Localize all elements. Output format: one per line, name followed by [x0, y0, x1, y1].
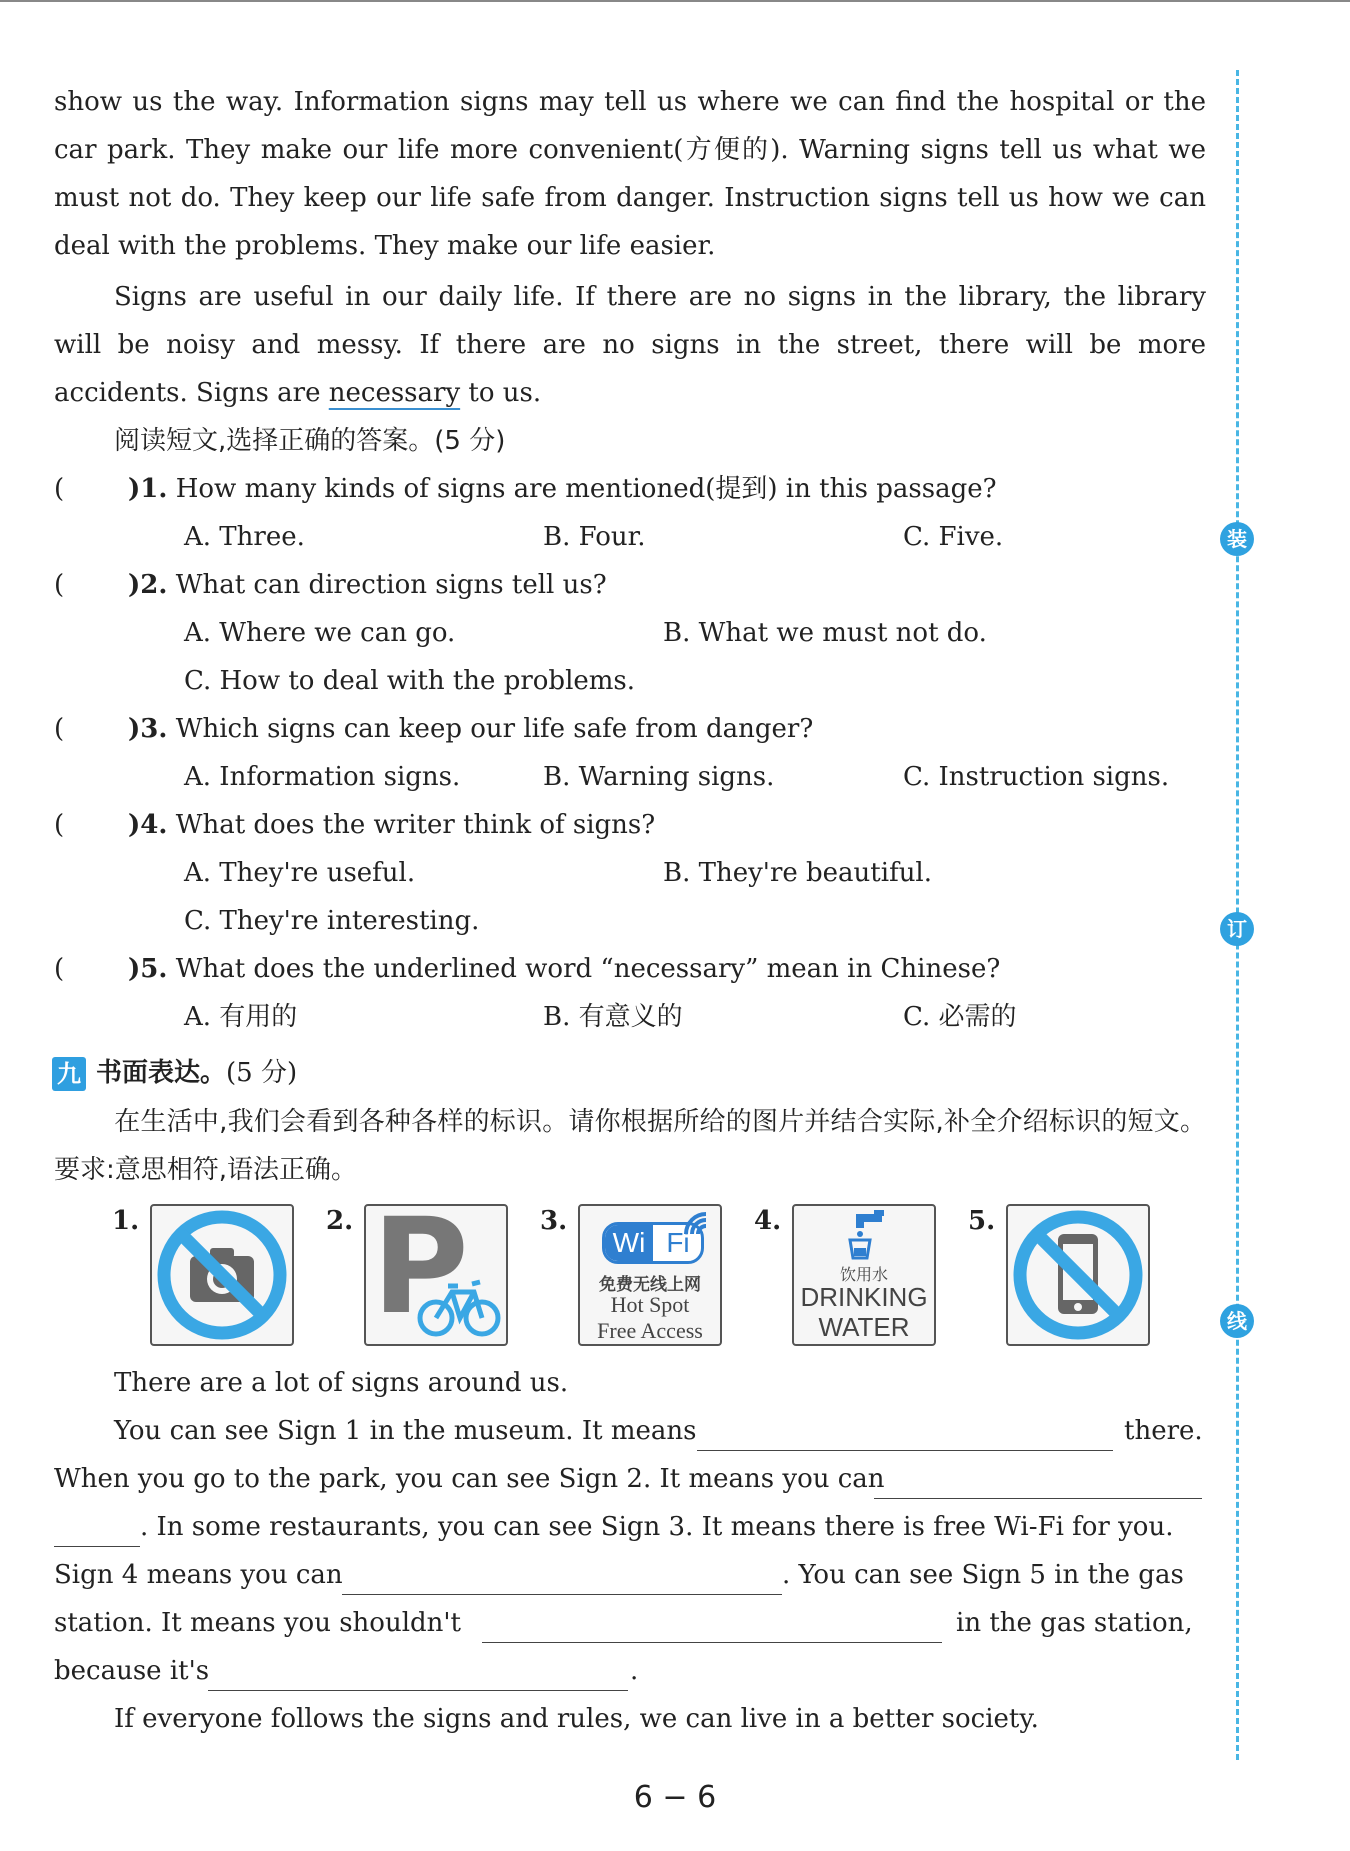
- bicycle-icon: [366, 1206, 506, 1344]
- q1-option-a[interactable]: A. Three.: [184, 522, 305, 552]
- sign-number-2: 2.: [326, 1206, 354, 1236]
- section-badge: 九: [52, 1057, 86, 1091]
- answer-bracket-1[interactable]: (: [54, 474, 65, 504]
- blank-2-continued[interactable]: [54, 1520, 140, 1547]
- sign-no-photography: [150, 1204, 294, 1346]
- q2-option-c[interactable]: C. How to deal with the problems.: [184, 666, 636, 696]
- binding-mark-2: 订: [1220, 912, 1254, 946]
- answer-bracket-3[interactable]: (: [54, 714, 65, 744]
- writing-line-3: When you go to the park, you can see Sign 2. It means you can: [54, 1464, 885, 1494]
- q1-option-b[interactable]: B. Four.: [543, 522, 646, 552]
- sign-bicycle-parking: [364, 1204, 508, 1346]
- sign-number-4: 4.: [754, 1206, 782, 1236]
- q3-option-a[interactable]: A. Information signs.: [184, 762, 461, 792]
- page-number: 6 − 6: [633, 1780, 717, 1815]
- passage-paragraph-1: show us the way. Information signs may tell us where we can find the hospital or the car park. They make our life more convenient(方便的). Warning signs tell us what we must not do. They keep our life safe from danger. Instruction signs tell us how we can deal with the problems. They make our life easier.: [54, 87, 1206, 261]
- water-text: WATER: [818, 1312, 910, 1342]
- writing-line-7: because it's: [54, 1656, 210, 1686]
- q5-option-a[interactable]: A. 有用的: [184, 1002, 298, 1032]
- question-1: )1. How many kinds of signs are mentioned(提到) in this passage?: [128, 474, 997, 504]
- reading-instruction: 阅读短文,选择正确的答案。(5 分): [114, 426, 506, 456]
- question-5: )5. What does the underlined word “necessary” mean in Chinese?: [128, 954, 1001, 984]
- q1-option-c[interactable]: C. Five.: [903, 522, 1004, 552]
- writing-line-5: Sign 4 means you can: [54, 1560, 343, 1590]
- no-camera-icon: [152, 1206, 292, 1344]
- wifi-signal-icon: [682, 1208, 722, 1238]
- wifi-hotspot-text: Hot Spot: [610, 1292, 690, 1317]
- q3-option-c[interactable]: C. Instruction signs.: [903, 762, 1170, 792]
- drinking-text: DRINKING: [800, 1282, 928, 1312]
- binding-mark-1: 装: [1220, 522, 1254, 556]
- sign-number-1: 1.: [112, 1206, 140, 1236]
- blank-2[interactable]: [874, 1472, 1202, 1499]
- q5-option-b[interactable]: B. 有意义的: [543, 1002, 683, 1032]
- q4-option-a[interactable]: A. They're useful.: [184, 858, 416, 888]
- writing-line-7-end: .: [630, 1656, 639, 1686]
- wifi-free-access-text: Free Access: [597, 1318, 703, 1343]
- sign-number-3: 3.: [540, 1206, 568, 1236]
- question-3: )3. Which signs can keep our life safe from danger?: [128, 714, 814, 744]
- writing-line-5-end: . You can see Sign 5 in the gas: [782, 1560, 1184, 1590]
- blank-4[interactable]: [482, 1616, 942, 1643]
- writing-line-8: If everyone follows the signs and rules, we can live in a better society.: [114, 1704, 1039, 1734]
- writing-line-2: You can see Sign 1 in the museum. It means: [114, 1416, 697, 1446]
- q4-option-c[interactable]: C. They're interesting.: [184, 906, 480, 936]
- blank-1[interactable]: [697, 1424, 1113, 1451]
- wifi-chinese-text: 免费无线上网: [599, 1275, 701, 1295]
- sign-number-5: 5.: [968, 1206, 996, 1236]
- section-title: 九 书面表达。(5 分): [52, 1052, 297, 1091]
- writing-line-1: There are a lot of signs around us.: [114, 1368, 569, 1398]
- binding-mark-3: 线: [1220, 1304, 1254, 1338]
- writing-line-6: station. It means you shouldn't: [54, 1608, 461, 1638]
- sign-no-phone: [1006, 1204, 1150, 1346]
- question-2: )2. What can direction signs tell us?: [128, 570, 607, 600]
- blank-5[interactable]: [208, 1664, 628, 1691]
- sign-drinking-water: [792, 1204, 936, 1346]
- answer-bracket-2[interactable]: (: [54, 570, 65, 600]
- writing-line-4: . In some restaurants, you can see Sign 3. It means there is free Wi-Fi for you.: [140, 1512, 1174, 1542]
- question-4: )4. What does the writer think of signs?: [128, 810, 656, 840]
- writing-line-2-end: there.: [1124, 1416, 1203, 1446]
- q5-option-c[interactable]: C. 必需的: [903, 1002, 1017, 1032]
- sign-free-wifi: [578, 1204, 722, 1346]
- underlined-word: necessary: [328, 378, 461, 408]
- top-rule: [0, 0, 1350, 2]
- q2-option-b[interactable]: B. What we must not do.: [663, 618, 987, 648]
- parking-letter: P: [372, 1204, 469, 1344]
- q4-option-b[interactable]: B. They're beautiful.: [663, 858, 933, 888]
- answer-bracket-5[interactable]: (: [54, 954, 65, 984]
- blank-3[interactable]: [342, 1568, 782, 1595]
- wifi-badge-left: Wi: [605, 1225, 653, 1261]
- q2-option-a[interactable]: A. Where we can go.: [184, 618, 456, 648]
- writing-line-6-end: in the gas station,: [956, 1608, 1193, 1638]
- drinking-water-chinese: 饮用水: [839, 1265, 888, 1284]
- wifi-badge-right: Fi: [666, 1227, 690, 1258]
- writing-instruction: 在生活中,我们会看到各种各样的标识。请你根据所给的图片并结合实际,补全介绍标识的短文。要求:意思相符,语法正确。: [54, 1107, 1206, 1185]
- tap-icon: [794, 1206, 934, 1266]
- q3-option-b[interactable]: B. Warning signs.: [543, 762, 775, 792]
- no-phone-icon: [1008, 1206, 1148, 1344]
- passage-paragraph-2: Signs are useful in our daily life. If there are no signs in the library, the library will be noisy and messy. If there are no signs in the street, there will be more accidents. Signs are necessary to us.: [54, 282, 1206, 408]
- answer-bracket-4[interactable]: (: [54, 810, 65, 840]
